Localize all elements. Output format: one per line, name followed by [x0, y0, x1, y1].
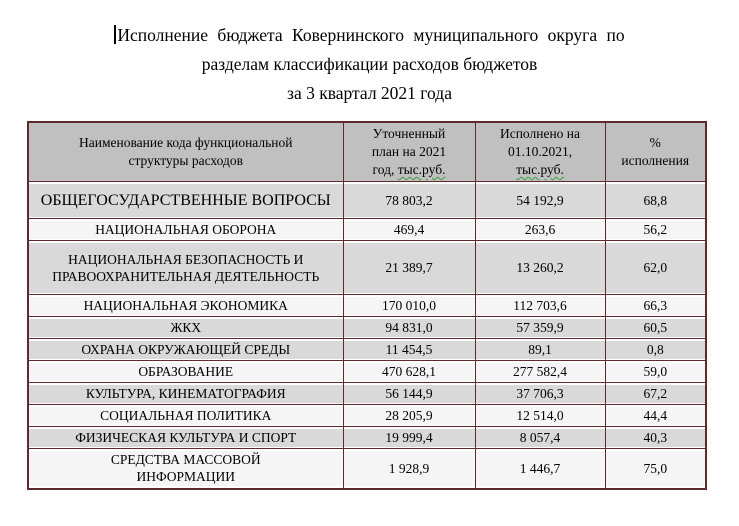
spellcheck-underlined-word: тыс.руб. [397, 162, 446, 177]
table-row [28, 182, 706, 219]
table-body [28, 182, 706, 489]
table-row [28, 241, 706, 295]
row-name-cell: КУЛЬТУРА, КИНЕМАТОГРАФИЯ [28, 383, 343, 405]
row-name-cell: ФИЗИЧЕСКАЯ КУЛЬТУРА И СПОРТ [28, 427, 343, 449]
column-header: Исполнено на 01.10.2021, тыс.руб. [475, 122, 605, 182]
plan-cell: 78 803,2 [343, 182, 475, 219]
percent-cell: 56,2 [605, 219, 706, 241]
title-line [0, 21, 739, 50]
row-name-cell: СРЕДСТВА МАССОВОЙ ИНФОРМАЦИИ [28, 449, 343, 489]
row-name-cell: НАЦИОНАЛЬНАЯ ЭКОНОМИКА [28, 295, 343, 317]
percent-cell: 68,8 [605, 182, 706, 219]
title-line: за 3 квартал 2021 года [287, 83, 452, 103]
executed-cell: 277 582,4 [475, 361, 605, 383]
column-header: Наименование кода функциональной структуры расходов [28, 122, 343, 182]
executed-cell: 54 192,9 [475, 182, 605, 219]
table-row [28, 339, 706, 361]
plan-cell: 11 454,5 [343, 339, 475, 361]
row-name-cell: ОХРАНА ОКРУЖАЮЩЕЙ СРЕДЫ [28, 339, 343, 361]
executed-cell: 57 359,9 [475, 317, 605, 339]
row-name-cell: ЖКХ [28, 317, 343, 339]
percent-cell: 0,8 [605, 339, 706, 361]
plan-cell: 1 928,9 [343, 449, 475, 489]
row-name-cell: НАЦИОНАЛЬНАЯ ОБОРОНА [28, 219, 343, 241]
column-header: Уточненный план на 2021 год, тыс.руб. [343, 122, 475, 182]
percent-cell: 44,4 [605, 405, 706, 427]
percent-cell: 62,0 [605, 241, 706, 295]
plan-cell: 170 010,0 [343, 295, 475, 317]
title-line: разделам классификации расходов бюджетов [201, 54, 538, 74]
column-header: % исполнения [605, 122, 706, 182]
plan-cell: 21 389,7 [343, 241, 475, 295]
table-row [28, 383, 706, 405]
table-row [28, 317, 706, 339]
table-row [28, 405, 706, 427]
budget-execution-table [27, 121, 707, 490]
plan-cell: 470 628,1 [343, 361, 475, 383]
executed-cell: 13 260,2 [475, 241, 605, 295]
percent-cell: 60,5 [605, 317, 706, 339]
executed-cell: 37 706,3 [475, 383, 605, 405]
executed-cell: 1 446,7 [475, 449, 605, 489]
executed-cell: 89,1 [475, 339, 605, 361]
executed-cell: 112 703,6 [475, 295, 605, 317]
percent-cell: 75,0 [605, 449, 706, 489]
plan-cell: 56 144,9 [343, 383, 475, 405]
plan-cell: 94 831,0 [343, 317, 475, 339]
executed-cell: 263,6 [475, 219, 605, 241]
percent-cell: 66,3 [605, 295, 706, 317]
row-name-cell: ОБЩЕГОСУДАРСТВЕННЫЕ ВОПРОСЫ [28, 182, 343, 219]
title-text: Исполнение бюджета Ковернинского муниципального округа по [117, 25, 625, 45]
plan-cell: 28 205,9 [343, 405, 475, 427]
table-header-row [28, 122, 706, 182]
row-name-cell: СОЦИАЛЬНАЯ ПОЛИТИКА [28, 405, 343, 427]
executed-cell: 12 514,0 [475, 405, 605, 427]
plan-cell: 19 999,4 [343, 427, 475, 449]
table-row [28, 219, 706, 241]
plan-cell: 469,4 [343, 219, 475, 241]
table-row [28, 361, 706, 383]
table-row [28, 427, 706, 449]
executed-cell: 8 057,4 [475, 427, 605, 449]
percent-cell: 59,0 [605, 361, 706, 383]
table-row [28, 449, 706, 489]
row-name-cell: НАЦИОНАЛЬНАЯ БЕЗОПАСНОСТЬ И ПРАВООХРАНИТЕЛЬНАЯ ДЕЯТЕЛЬНОСТЬ [28, 241, 343, 295]
table-row [28, 295, 706, 317]
spellcheck-underlined-word: тыс.руб. [516, 162, 564, 177]
percent-cell: 40,3 [605, 427, 706, 449]
row-name-cell: ОБРАЗОВАНИЕ [28, 361, 343, 383]
percent-cell: 67,2 [605, 383, 706, 405]
document-title [0, 21, 739, 108]
